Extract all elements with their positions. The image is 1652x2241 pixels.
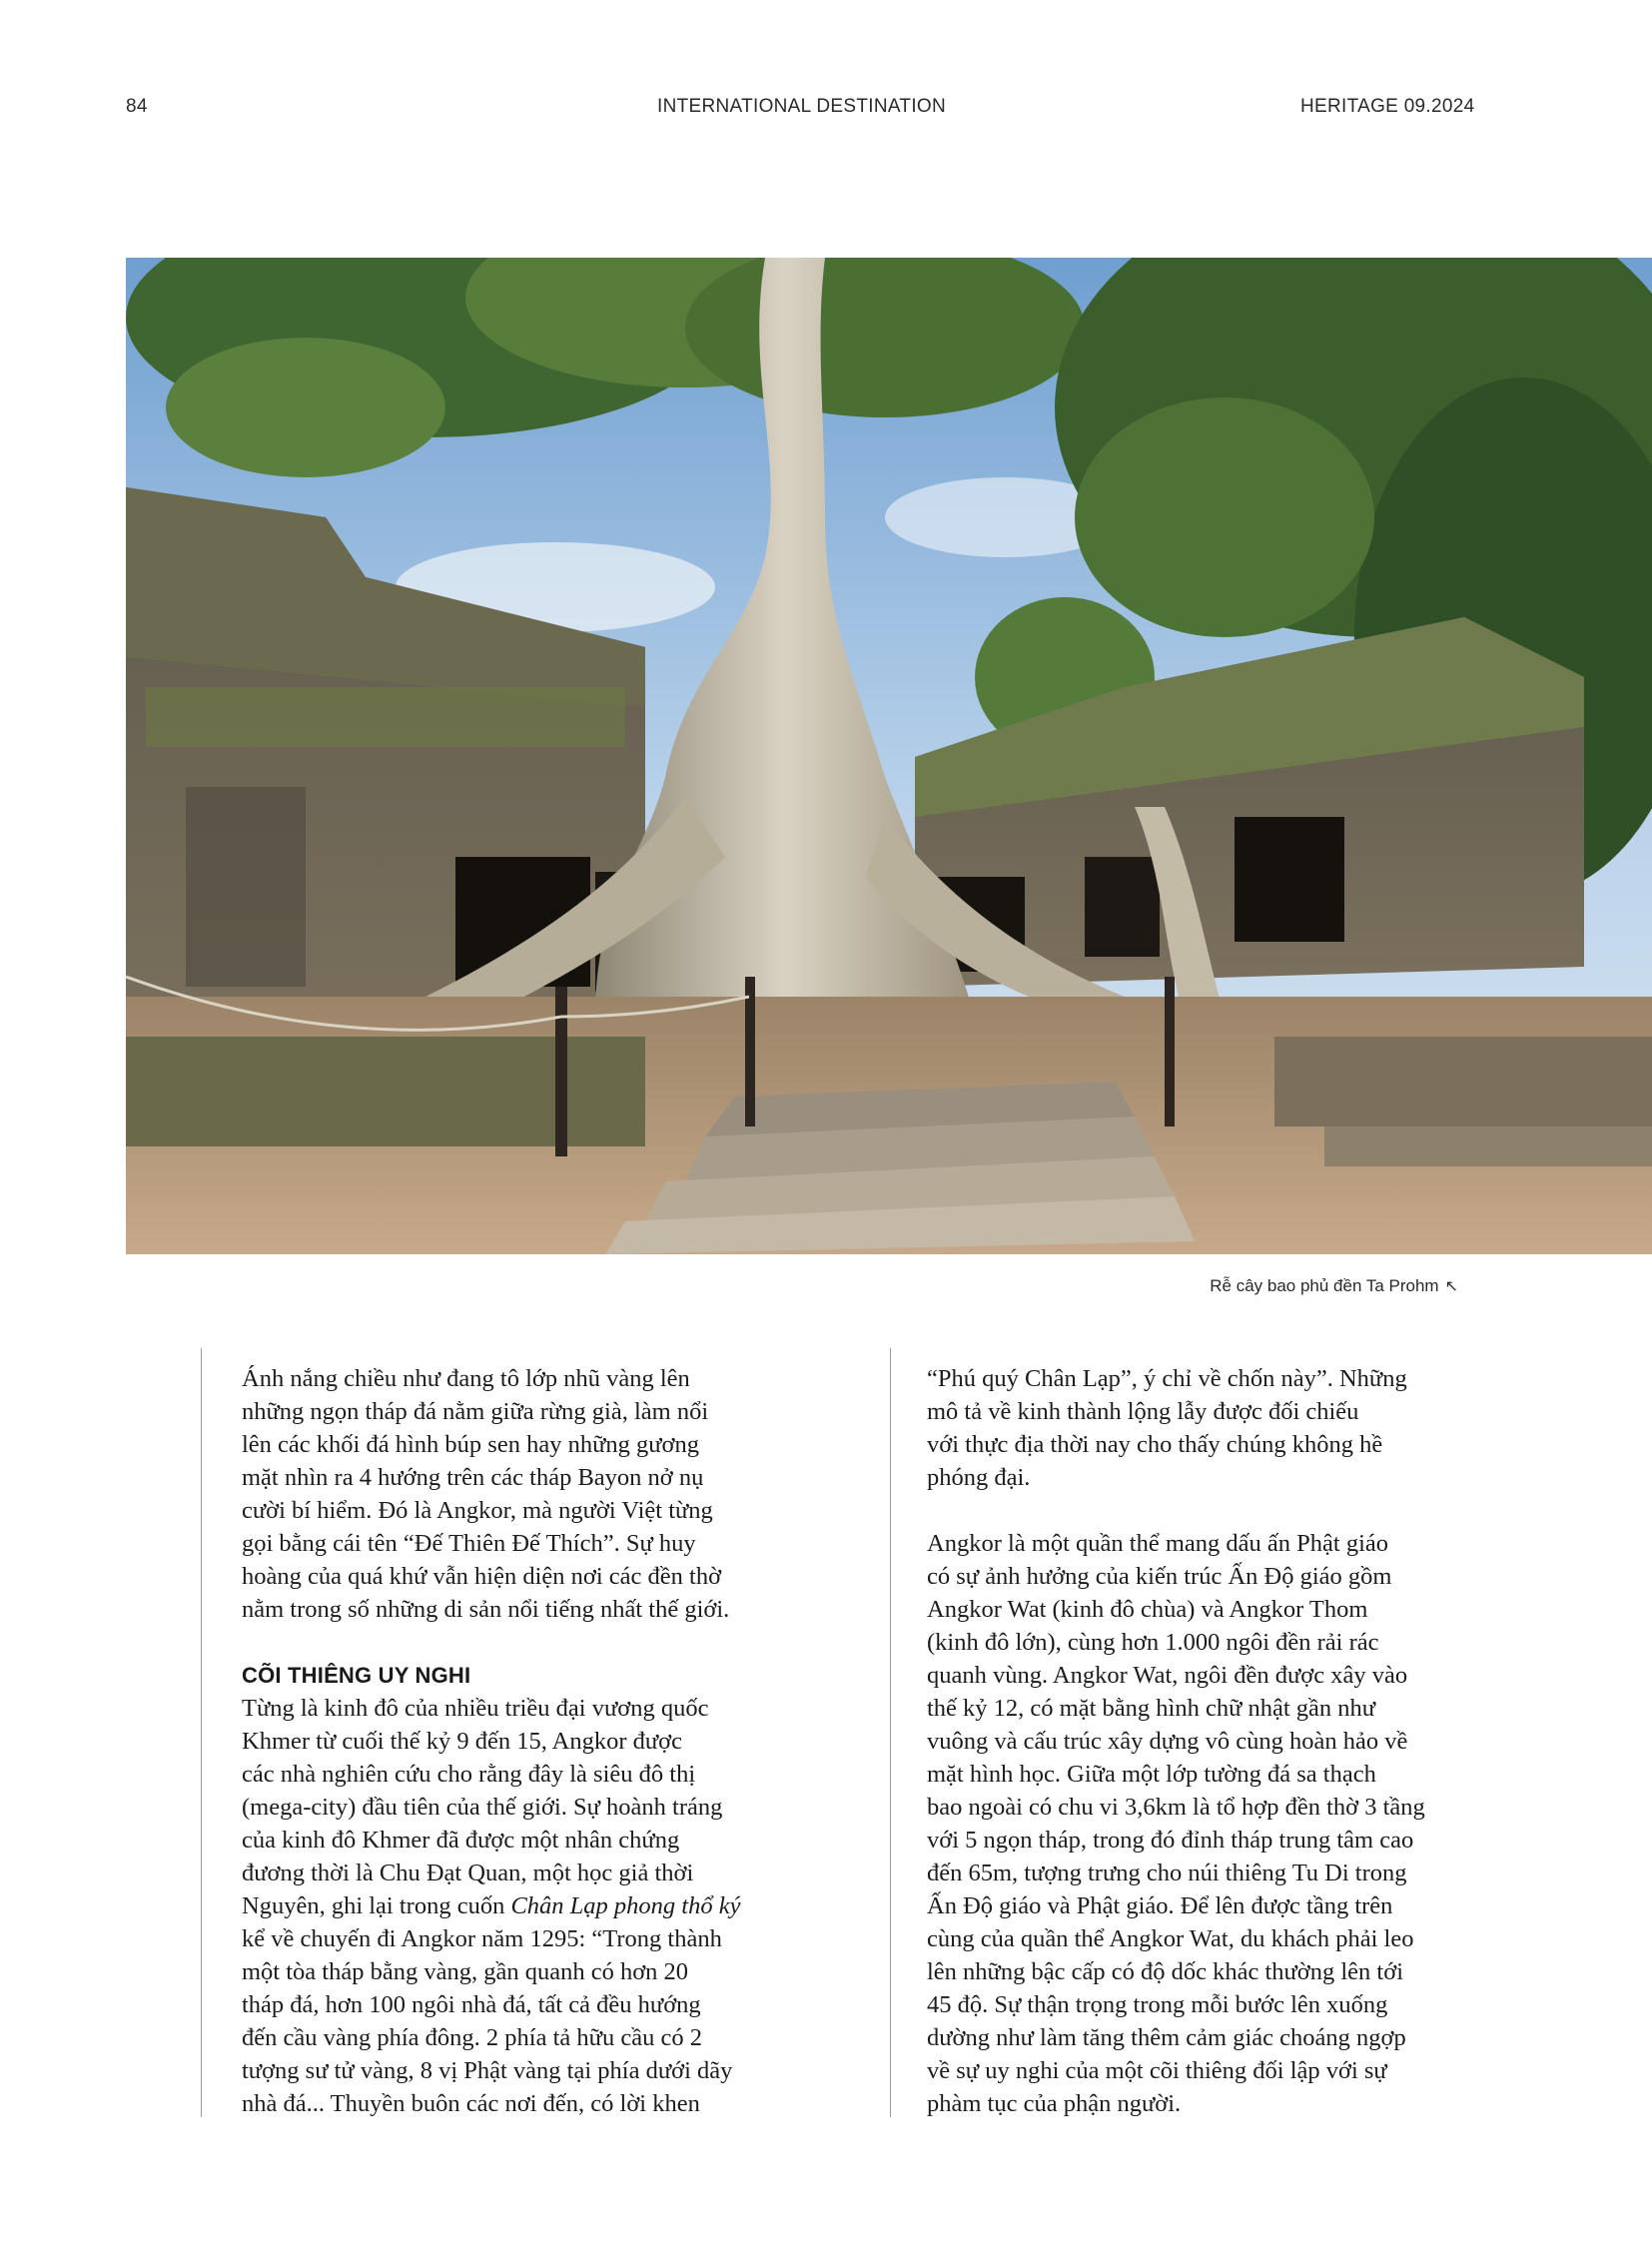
body-line: Angkor là một quần thể mang dấu ấn Phật giáo [927, 1530, 1388, 1557]
body-line: các nhà nghiên cứu cho rằng đây là siêu đô thị [242, 1761, 696, 1788]
body-line: Ấn Độ giáo và Phật giáo. Để lên được tầng trên [927, 1892, 1393, 1919]
body-line: đến cầu vàng phía đông. 2 phía tả hữu cầu có 2 [242, 2024, 702, 2051]
column-rule-left [201, 1348, 202, 2117]
body-line: Từng là kinh đô của nhiều triều đại vương quốc [242, 1695, 709, 1722]
column-rule-right [890, 1348, 891, 2117]
right-column [927, 1362, 1486, 2120]
body-line: Khmer từ cuối thế kỷ 9 đến 15, Angkor được [242, 1728, 682, 1755]
body-line: quanh vùng. Angkor Wat, ngôi đền được xây vào [927, 1662, 1408, 1689]
caption-text: Rễ cây bao phủ đền Ta Prohm [1210, 1276, 1439, 1295]
body-line: nằm trong số những di sản nổi tiếng nhất thế giới. [242, 1596, 730, 1623]
body-line: Angkor Wat (kinh đô chùa) và Angkor Thom [927, 1596, 1368, 1623]
book-title: Chân Lạp phong thổ ký [510, 1892, 741, 1919]
body-line: bao ngoài có chu vi 3,6km là tổ hợp đền thờ 3 tầng [927, 1794, 1425, 1821]
body-line: của kinh đô Khmer đã được một nhân chứng [242, 1827, 680, 1854]
body-line: (kinh đô lớn), cùng hơn 1.000 ngôi đền rải rác [927, 1629, 1379, 1656]
body-line: Ánh nắng chiều như đang tô lớp nhũ vàng lên [242, 1365, 690, 1392]
book-line-prefix: Nguyên, ghi lại trong cuốn [242, 1892, 511, 1919]
body-line: vuông và cấu trúc xây dựng vô cùng hoàn hảo về [927, 1728, 1408, 1755]
body-line: mặt hình học. Giữa một lớp tường đá sa thạch [927, 1761, 1376, 1788]
issue-label: HERITAGE 09.2024 [1300, 96, 1475, 117]
body-line: đến 65m, tượng trưng cho núi thiêng Tu Di trong [927, 1860, 1407, 1886]
body-line: cùng của quần thể Angkor Wat, du khách phải leo [927, 1925, 1414, 1952]
body-line: với thực địa thời nay cho thấy chúng không hề [927, 1431, 1383, 1458]
body-line: những ngọn tháp đá nằm giữa rừng già, làm nổi [242, 1398, 709, 1425]
body-line: kể về chuyến đi Angkor năm 1295: “Trong thành [242, 1925, 722, 1952]
left-column [242, 1362, 801, 2120]
body-line: mặt nhìn ra 4 hướng trên các tháp Bayon nở nụ [242, 1464, 704, 1491]
body-line: lên các khối đá hình búp sen hay những gương [242, 1431, 699, 1458]
body-line: nhà đá... Thuyền buôn các nơi đến, có lời khen [242, 2090, 700, 2117]
section-title: INTERNATIONAL DESTINATION [657, 96, 947, 117]
body-line: “Phú quý Chân Lạp”, ý chỉ về chốn này”. Những [927, 1365, 1407, 1392]
body-line: phàm tục của phận người. [927, 2090, 1182, 2117]
body-line: (mega-city) đầu tiên của thế giới. Sự hoành tráng [242, 1794, 723, 1821]
body-line: đương thời là Chu Đạt Quan, một học giả thời [242, 1860, 694, 1886]
temple-tree-photo [126, 258, 1652, 1254]
paragraph-gap [927, 1494, 1486, 1527]
body-line: cười bí hiểm. Đó là Angkor, mà người Việt từng [242, 1497, 713, 1524]
body-line: tháp đá, hơn 100 ngôi nhà đá, tất cả đều hướng [242, 1991, 701, 2018]
body-line: phóng đại. [927, 1464, 1031, 1491]
section-subheading: CÕI THIÊNG UY NGHI [242, 1663, 471, 1688]
body-line: mô tả về kinh thành lộng lẫy được đối chiếu [927, 1398, 1359, 1425]
body-line: lên những bậc cấp có độ dốc khác thường lên tới [927, 1958, 1403, 1985]
arrow-up-left-icon: ↖ [1444, 1278, 1458, 1295]
page-number: 84 [126, 96, 148, 117]
body-line: hoàng của quá khứ vẫn hiện diện nơi các đền thờ [242, 1563, 722, 1590]
body-line [242, 1889, 801, 1922]
body-line: về sự uy nghi của một cõi thiêng đối lập với sự [927, 2057, 1387, 2084]
body-line: dường như làm tăng thêm cảm giác choáng ngợp [927, 2024, 1406, 2051]
body-line: gọi bằng cái tên “Đế Thiên Đế Thích”. Sự huy [242, 1530, 696, 1557]
paragraph-gap [242, 1626, 801, 1659]
body-line: thế kỷ 12, có mặt bằng hình chữ nhật gần như [927, 1695, 1376, 1722]
body-line: tượng sư tử vàng, 8 vị Phật vàng tại phía dưới dãy [242, 2057, 733, 2084]
body-line: có sự ảnh hưởng của kiến trúc Ấn Độ giáo gồm [927, 1563, 1392, 1590]
photo-caption [1210, 1276, 1458, 1296]
body-line: một tòa tháp bằng vàng, gần quanh có hơn 20 [242, 1958, 689, 1985]
body-line: 45 độ. Sự thận trọng trong mỗi bước lên xuống [927, 1991, 1388, 2018]
body-line: với 5 ngọn tháp, trong đó đỉnh tháp trung tâm cao [927, 1827, 1414, 1854]
